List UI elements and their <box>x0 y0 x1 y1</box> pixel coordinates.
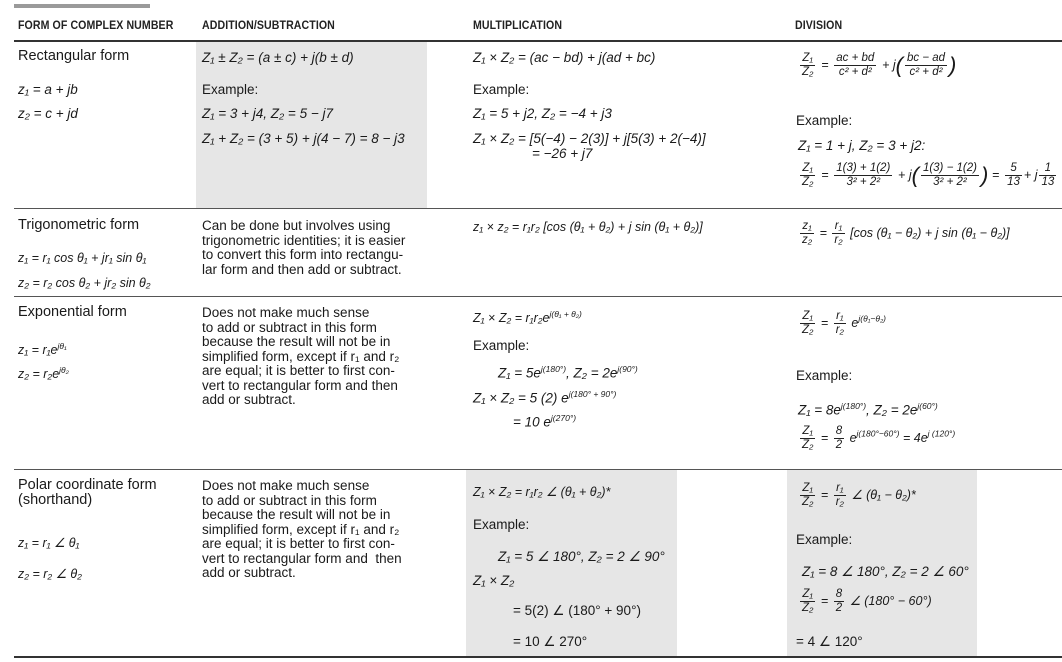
exp-mul-ex3-exp: j(270°) <box>550 413 577 423</box>
rect-div-example: Example: <box>796 113 853 128</box>
rect-div-d1: c² + d² <box>838 66 872 78</box>
row-divider-3 <box>14 469 1062 470</box>
exp-div-exp: j(θ₁−θ₂) <box>858 313 887 324</box>
exp-mul-ex3 <box>513 410 576 431</box>
exp-div-e: e <box>851 315 859 330</box>
exp-add-text: Does not make much sense to add or subtract in this form because the result will not be in simplified form, except if r₁ and r₂ are equal; it is better to first con- vert to rectangular form and then add or subtract. <box>202 305 400 407</box>
rect-div-ex-d3: 13 <box>1007 176 1020 188</box>
exp-div-ex-z2: Z₂ <box>802 439 814 451</box>
exp-div-ex2 <box>798 425 955 452</box>
polar-div-rest: ∠ (θ₁ − θ₂)* <box>851 487 916 502</box>
polar-div-ex3: = 4 ∠ 120° <box>796 634 863 649</box>
polar-div-eq: = <box>820 487 829 502</box>
rect-z2: z₂ = c + jd <box>18 106 78 121</box>
trig-div-r1: r₁ <box>832 220 844 234</box>
rect-add-shade <box>196 42 427 208</box>
trig-add-text: Can be done but involves using trigonometric identities; it is easier to convert this form into rectangu- lar form and then add or subtract. <box>202 218 406 277</box>
rect-z1: z₁ = a + jb <box>18 82 78 97</box>
polar-div-z2: Z₂ <box>802 496 814 508</box>
exp-mul-ex2-base: Z₁ × Z₂ = 5 (2) e <box>473 390 569 406</box>
rect-div-ex-z1: Z₁ <box>800 162 815 176</box>
polar-div-r2: r₂ <box>835 496 844 508</box>
rect-title: Rectangular form <box>18 48 130 64</box>
trig-div-z2: z₂ <box>802 234 813 246</box>
exp-div-ex2-n: 8 <box>835 425 843 437</box>
header-multiplication: MULTIPLICATION <box>473 20 563 32</box>
trig-title: Trigonometric form <box>18 217 140 233</box>
polar-div-r1: r₁ <box>834 482 846 496</box>
rect-mul-example: Example: <box>473 82 530 97</box>
exp-div-ex1b: , Z₂ = 2e <box>866 402 918 418</box>
exp-div-ex1a: Z₁ = 8e <box>798 402 841 418</box>
exp-z1-exp: jθ₁ <box>57 341 67 351</box>
rect-div-formula <box>798 52 956 79</box>
rect-div-ex-n3: 5 <box>1005 162 1022 176</box>
trig-div-z1: z₁ <box>800 220 814 234</box>
exp-div-r1: r₁ <box>834 310 846 324</box>
rect-mul-ex2: Z₁ × Z₂ = [5(−4) − 2(3)] + j[5(3) + 2(−4)] <box>473 131 706 146</box>
header-divider <box>14 40 1062 42</box>
trig-div-eq: = <box>819 225 827 240</box>
exp-mul-base: Z₁ × Z₂ = r₁r₂e <box>473 311 550 326</box>
paren-left: ( <box>911 162 919 188</box>
exp-div-ex2-d: 2 <box>835 439 843 451</box>
polar-div-ex-z1: Z₁ <box>800 588 815 602</box>
top-accent-bar <box>14 4 150 8</box>
exp-z1-base: z₁ = r₁e <box>18 343 58 358</box>
trig-z1: z₁ = r₁ cos θ₁ + jr₁ sin θ₁ <box>18 251 147 265</box>
rect-div-z1: Z₁ <box>800 52 815 66</box>
exp-mul-ex1 <box>498 361 638 382</box>
exp-mul-ex1b: , Z₂ = 2e <box>566 365 618 381</box>
header-division: DIVISION <box>795 20 843 32</box>
polar-div-ex2-d: 2 <box>835 602 843 614</box>
polar-z1: z₁ = r₁ ∠ θ₁ <box>18 536 80 550</box>
trig-z2: z₂ = r₂ cos θ₂ + jr₂ sin θ₂ <box>18 276 151 290</box>
polar-mul-example: Example: <box>473 517 530 532</box>
trig-div-rest: [cos (θ₁ − θ₂) + j sin (θ₁ − θ₂)] <box>850 225 1010 240</box>
trig-mul-formula: z₁ × z₂ = r₁r₂ [cos (θ₁ + θ₂) + j sin (θ₁ + θ₂)] <box>473 220 703 234</box>
exp-mul-ex3-base: = 10 e <box>513 414 551 430</box>
polar-add-text: Does not make much sense to add or subtract in this form because the result will not be in simplified form, except if r₁ and r₂ are equal; it is better to first con- vert to rectangular form and then add or subtract. <box>202 478 402 580</box>
rect-mul-ex3: = −26 + j7 <box>532 146 593 161</box>
polar-mul-ex2: Z₁ × Z₂ <box>473 573 515 588</box>
rect-div-ex-n4: 1 <box>1039 162 1056 176</box>
rect-div-ex-eq2: = <box>992 168 1000 183</box>
paren-right: ) <box>980 162 989 188</box>
exp-div-ex2-res: = 4e <box>902 430 928 445</box>
header-form: FORM OF COMPLEX NUMBER <box>18 20 174 32</box>
polar-div-ex-eq: = <box>820 593 829 608</box>
exp-div-ex-z1: Z₁ <box>800 425 815 439</box>
exp-title: Exponential form <box>18 304 127 320</box>
polar-mul-formula: Z₁ × Z₂ = r₁r₂ ∠ (θ₁ + θ₂)* <box>473 485 611 499</box>
exp-z1 <box>18 338 67 359</box>
rect-div-d2: c² + d² <box>909 66 943 78</box>
exp-div-z2: Z₂ <box>802 324 814 336</box>
exp-div-eq: = <box>820 315 829 330</box>
polar-mul-ex3: = 5(2) ∠ (180° + 90°) <box>513 603 641 618</box>
rect-mul-formula: Z₁ × Z₂ = (ac − bd) + j(ad + bc) <box>473 50 656 65</box>
polar-div-ex1: Z₁ = 8 ∠ 180°, Z₂ = 2 ∠ 60° <box>802 564 969 579</box>
exp-mul-ex2-exp: j(180° + 90°) <box>568 389 617 399</box>
polar-div-ex-z2: Z₂ <box>802 602 814 614</box>
exp-div-z1: Z₁ <box>800 310 815 324</box>
rect-div-ex-n2: 1(3) − 1(2) <box>922 162 977 174</box>
paren-right: ) <box>949 52 957 78</box>
rect-add-ex2: Z₁ + Z₂ = (3 + 5) + j(4 − 7) = 8 − j3 <box>202 131 405 146</box>
bottom-divider <box>14 656 1062 658</box>
rect-div-ex-d1: 3² + 2² <box>846 176 881 188</box>
paren-left: ( <box>895 52 903 78</box>
polar-title2: (shorthand) <box>18 492 93 508</box>
rect-div-plus-j: + j <box>882 58 896 73</box>
header-addition: ADDITION/SUBTRACTION <box>202 20 335 32</box>
rect-div-ex-n1: 1(3) + 1(2) <box>836 162 891 174</box>
polar-div-example: Example: <box>796 532 853 547</box>
rect-div-ex-eq1: = <box>821 168 829 183</box>
polar-mul-ex4: = 10 ∠ 270° <box>513 634 588 649</box>
rect-div-ex-z2: Z₂ <box>802 176 814 188</box>
polar-title1: Polar coordinate form <box>18 477 157 493</box>
rect-div-n2: bc − ad <box>906 52 946 64</box>
exp-mul-formula <box>473 306 582 327</box>
exp-div-ex1 <box>798 398 938 419</box>
exp-mul-ex1b-exp: j(90°) <box>617 364 638 374</box>
exp-z2 <box>18 362 69 383</box>
rect-div-ex-d4: 13 <box>1041 176 1055 188</box>
rect-div-eq: = <box>821 58 829 73</box>
exp-mul-ex2 <box>473 386 616 407</box>
rect-div-ex-d2: 3² + 2² <box>933 176 967 188</box>
polar-div-ex2-rest: ∠ (180° − 60°) <box>849 593 932 608</box>
polar-div-ex2 <box>798 588 932 615</box>
exp-div-ex1a-exp: j(180°) <box>840 401 867 411</box>
exp-div-ex2-e: e <box>849 430 857 445</box>
rect-add-ex1: Z₁ = 3 + j4, Z₂ = 5 − j7 <box>202 106 333 121</box>
exp-div-ex2-exp: j(180°−60°) <box>856 428 900 439</box>
polar-div-ex2-n: 8 <box>835 588 843 600</box>
row-divider-2 <box>14 296 1062 297</box>
exp-div-ex-eq: = <box>820 430 829 445</box>
rect-mul-ex1: Z₁ = 5 + j2, Z₂ = −4 + j3 <box>473 106 612 121</box>
rect-div-ex-plus-j: + j <box>898 168 912 183</box>
rect-div-z2: Z₂ <box>802 66 814 78</box>
row-divider-1 <box>14 208 1062 209</box>
rect-div-n1: ac + bd <box>836 52 875 64</box>
rect-add-formula: Z₁ ± Z₂ = (a ± c) + j(b ± d) <box>202 50 354 65</box>
exp-div-example: Example: <box>796 368 853 383</box>
polar-mul-ex1: Z₁ = 5 ∠ 180°, Z₂ = 2 ∠ 90° <box>498 549 665 564</box>
exp-z2-exp: jθ₂ <box>59 365 69 375</box>
rect-add-example: Example: <box>202 82 259 97</box>
rect-div-ex-plus-j2: + j <box>1023 168 1038 183</box>
exp-div-ex2-res-exp: j (120°) <box>927 428 956 439</box>
exp-mul-exp: j(θ₁ + θ₂) <box>549 309 582 319</box>
rect-div-ex2 <box>798 162 1058 189</box>
exp-mul-example: Example: <box>473 338 530 353</box>
exp-div-ex1b-exp: j(60°) <box>917 401 938 411</box>
polar-div-formula <box>798 482 916 509</box>
trig-div-formula <box>798 220 1010 247</box>
exp-div-formula <box>798 310 886 337</box>
exp-z2-base: z₂ = r₂e <box>18 367 60 382</box>
trig-div-r2: r₂ <box>834 234 843 246</box>
polar-z2: z₂ = r₂ ∠ θ₂ <box>18 567 82 581</box>
polar-div-z1: Z₁ <box>800 482 815 496</box>
exp-div-r2: r₂ <box>835 324 844 336</box>
exp-mul-ex1a: Z₁ = 5e <box>498 365 541 381</box>
exp-mul-ex1a-exp: j(180°) <box>540 364 567 374</box>
rect-div-ex1: Z₁ = 1 + j, Z₂ = 3 + j2: <box>798 138 926 153</box>
